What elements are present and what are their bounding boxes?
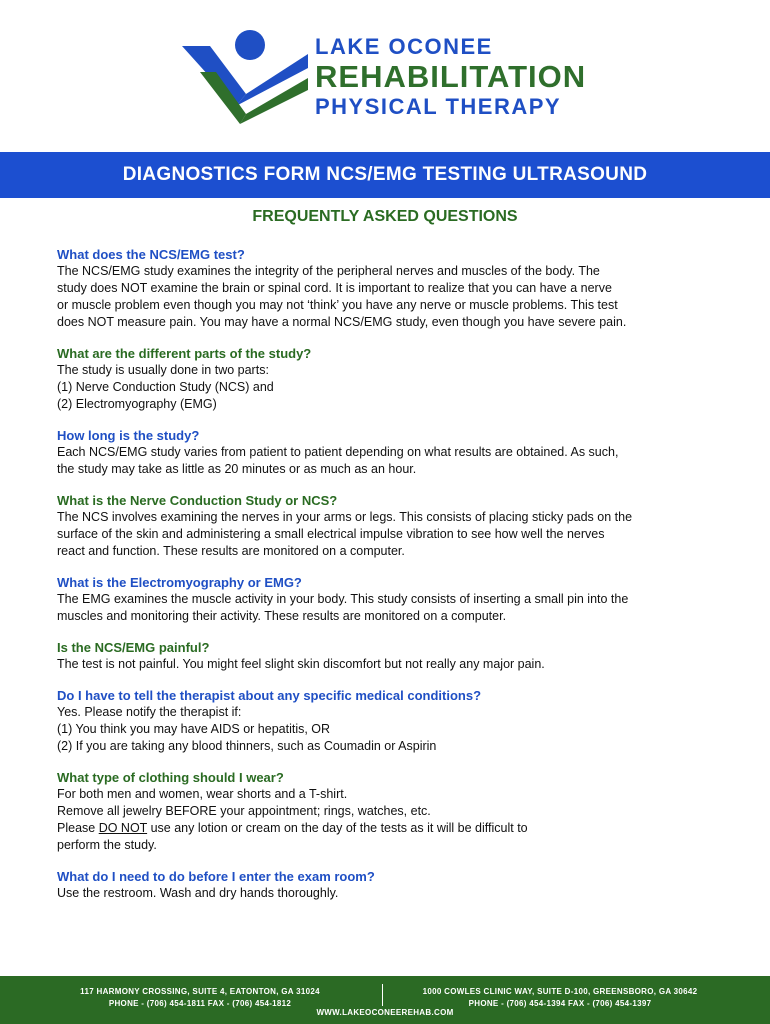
- clinic-logo: [180, 28, 600, 128]
- faq-item: [57, 345, 717, 413]
- faq-question: Is the NCS/EMG painful?: [57, 640, 210, 655]
- faq-answer-line: (2) Electromyography (EMG): [57, 397, 217, 411]
- faq-item: [57, 492, 717, 560]
- logo-line-1: LAKE OCONEE: [315, 34, 493, 59]
- faq-answer-line: react and function. These results are monitored on a computer.: [57, 544, 405, 558]
- notice-underlined: DO NOT: [98, 821, 148, 835]
- faq-answer-line: Each NCS/EMG study varies from patient to patient depending on what results are obtained. As such,: [57, 445, 619, 459]
- faq-notice-line: [57, 820, 717, 837]
- logo-line-2: REHABILITATION: [315, 59, 587, 94]
- faq-item: [57, 687, 717, 755]
- faq-answer-line: does NOT measure pain. You may have a normal NCS/EMG study, even though you have severe pain.: [57, 315, 627, 329]
- figure-chevron-logo-icon: [180, 28, 310, 124]
- faq-answer-line: study does NOT examine the brain or spinal cord. It is important to realize that you can have a nerve: [57, 281, 612, 295]
- footer-address: 1000 COWLES CLINIC WAY, SUITE D-100, GREENSBORO, GA 30642: [422, 987, 698, 996]
- notice-suffix: use any lotion or cream on the day of the tests as it will be difficult to: [147, 821, 528, 835]
- faq-question: What does the NCS/EMG test?: [57, 247, 245, 262]
- faq-notice-continuation: perform the study.: [57, 838, 157, 852]
- faq-question: How long is the study?: [57, 428, 200, 443]
- faq-list: [57, 246, 717, 916]
- faq-item: [57, 769, 717, 854]
- logo-line-3: PHYSICAL THERAPY: [315, 94, 562, 119]
- faq-answer-line: The NCS/EMG study examines the integrity of the peripheral nerves and muscles of the body. The: [57, 264, 600, 278]
- faq-item: [57, 574, 717, 625]
- faq-item: [57, 246, 717, 331]
- faq-question: What are the different parts of the study?: [57, 346, 312, 361]
- faq-answer-line: The study is usually done in two parts:: [57, 363, 269, 377]
- footer-address: 117 HARMONY CROSSING, SUITE 4, EATONTON, GA 31024: [80, 987, 320, 996]
- faq-item: [57, 427, 717, 478]
- faq-answer-line: muscles and monitoring their activity. These results are monitored on a computer.: [57, 609, 507, 623]
- faq-heading: FREQUENTLY ASKED QUESTIONS: [252, 208, 518, 225]
- faq-answer-line: Yes. Please notify the therapist if:: [57, 705, 242, 719]
- title-banner: [0, 152, 770, 198]
- logo-wordmark: [315, 34, 586, 120]
- footer-divider: [382, 984, 383, 1006]
- faq-answer-line: The test is not painful. You might feel slight skin discomfort but not really any major pain.: [57, 657, 545, 671]
- faq-question: What type of clothing should I wear?: [57, 770, 284, 785]
- notice-prefix: Please: [57, 821, 99, 835]
- faq-answer-line: The EMG examines the muscle activity in your body. This study consists of inserting a small pin into the: [57, 592, 629, 606]
- faq-question: What is the Nerve Conduction Study or NCS?: [57, 493, 338, 508]
- faq-answer-line: (2) If you are taking any blood thinners, such as Coumadin or Aspirin: [57, 739, 437, 753]
- document-title: DIAGNOSTICS FORM NCS/EMG TESTING ULTRASOUND: [122, 164, 648, 185]
- footer-location-eatonton: [60, 986, 340, 1010]
- faq-answer-line: The NCS involves examining the nerves in your arms or legs. This consists of placing sticky pads on the: [57, 510, 633, 524]
- faq-question: What do I need to do before I enter the exam room?: [57, 869, 375, 884]
- faq-answer-line: surface of the skin and administering a small electrical impulse vibration to see how well the nerves: [57, 527, 605, 541]
- faq-question: Do I have to tell the therapist about any specific medical conditions?: [57, 688, 482, 703]
- faq-answer-line: or muscle problem even though you may not ‘think’ you have any nerve or muscle problems. This test: [57, 298, 618, 312]
- footer-phone: PHONE - (706) 454-1394 FAX - (706) 454-1397: [468, 999, 652, 1008]
- faq-answer-line: Use the restroom. Wash and dry hands thoroughly.: [57, 886, 339, 900]
- faq-item: [57, 639, 717, 673]
- faq-answer-line: (1) Nerve Conduction Study (NCS) and: [57, 380, 274, 394]
- faq-answer-line: (1) You think you may have AIDS or hepatitis, OR: [57, 722, 331, 736]
- faq-answer-line: the study may take as little as 20 minutes or as much as an hour.: [57, 462, 417, 476]
- footer-location-greensboro: [410, 986, 710, 1010]
- faq-item: [57, 868, 717, 902]
- faq-answer-line: For both men and women, wear shorts and a T-shirt.: [57, 787, 348, 801]
- faq-question: What is the Electromyography or EMG?: [57, 575, 302, 590]
- footer-phone: PHONE - (706) 454-1811 FAX - (706) 454-1812: [108, 999, 292, 1008]
- footer-bar: [0, 976, 770, 1024]
- faq-answer-line: Remove all jewelry BEFORE your appointment; rings, watches, etc.: [57, 804, 431, 818]
- footer-website[interactable]: WWW.LAKEOCONEEREHAB.COM: [316, 1008, 454, 1017]
